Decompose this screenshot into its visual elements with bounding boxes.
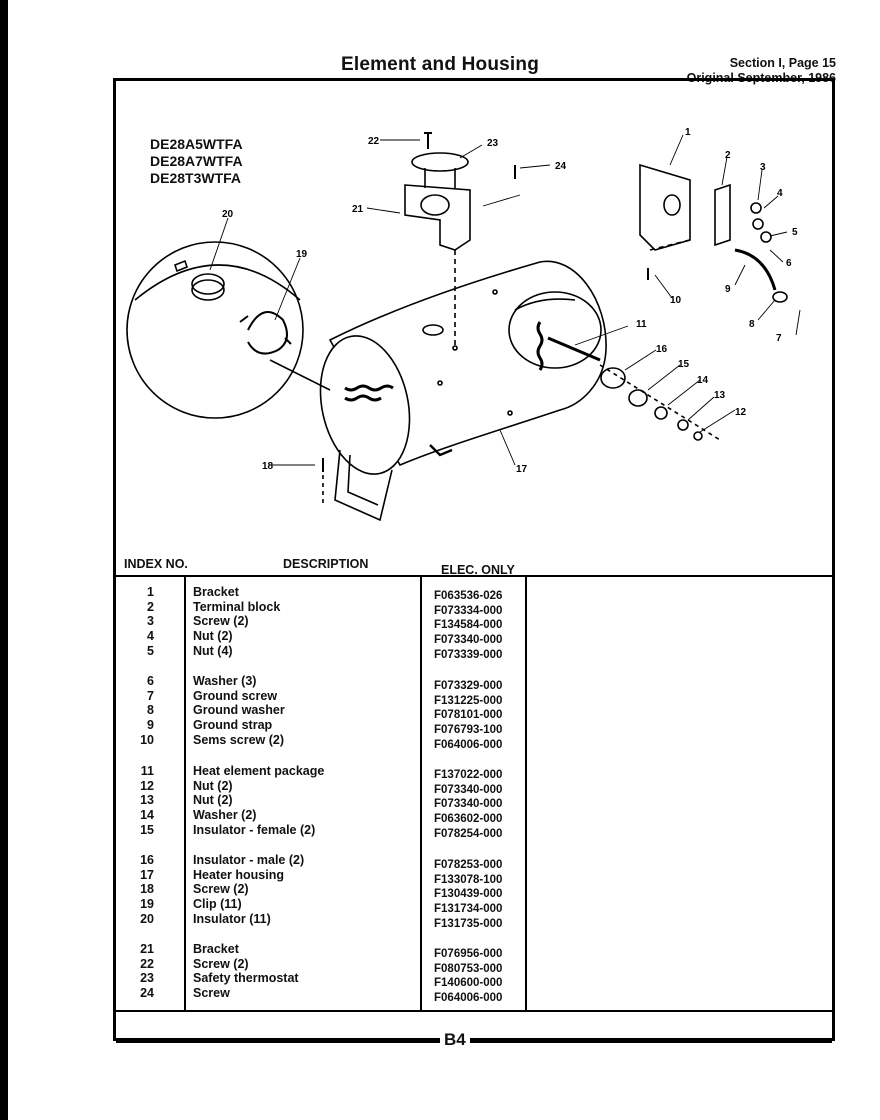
index-column	[110, 942, 154, 1001]
index-cell: 23	[140, 971, 154, 986]
page-title: Element and Housing	[340, 54, 540, 75]
section-date: Original September, 1986	[686, 71, 836, 85]
callout-24: 24	[555, 161, 567, 172]
part-code: F073340-000	[434, 783, 503, 796]
index-cell: 10	[140, 732, 154, 747]
part-code: F137022-000	[434, 769, 503, 781]
part-code: F131225-000	[434, 694, 503, 707]
index-cell: 11	[140, 764, 154, 778]
callout-20: 20	[222, 209, 234, 220]
callout-17: 17	[516, 464, 528, 475]
index-column	[110, 674, 154, 747]
index-column	[110, 853, 154, 926]
description-column	[193, 764, 324, 837]
index-cell: 24	[140, 986, 154, 1001]
index-column	[110, 764, 154, 837]
washer	[655, 407, 667, 419]
code-column	[434, 679, 502, 752]
description-cell: Nut (4)	[193, 643, 233, 658]
index-cell: 22	[140, 956, 154, 971]
callout-6: 6	[786, 258, 792, 269]
ground-strap	[735, 250, 775, 290]
description-column	[193, 585, 280, 658]
terminal-block	[715, 185, 730, 245]
description-cell: Screw (2)	[193, 614, 249, 629]
callout-3: 3	[760, 162, 766, 173]
callout-12: 12	[735, 407, 747, 418]
callout-9: 9	[725, 284, 731, 295]
description-column	[193, 942, 299, 1001]
part-code: F073339-000	[434, 648, 503, 661]
tank-end-cap	[308, 328, 421, 483]
part-code: F133078-100	[434, 873, 503, 886]
code-column	[434, 589, 502, 662]
description-cell: Washer (3)	[193, 674, 257, 688]
description-cell: Nut (2)	[193, 778, 233, 793]
part-code: F078101-000	[434, 709, 503, 722]
table-bottom-rule	[116, 1010, 832, 1012]
part-code: F078253-000	[434, 859, 503, 871]
index-cell: 17	[140, 867, 154, 882]
code-column	[434, 858, 502, 931]
callout-18: 18	[262, 461, 274, 472]
description-cell: Bracket	[193, 585, 239, 599]
index-cell: 18	[140, 882, 154, 897]
description-cell: Screw (2)	[193, 956, 249, 971]
code-column	[434, 947, 502, 1006]
part-code: F073340-000	[434, 634, 503, 647]
part-code: F064006-000	[434, 738, 503, 751]
tank-hole	[423, 325, 443, 335]
description-cell: Ground strap	[193, 718, 273, 733]
description-cell: Washer (2)	[193, 808, 257, 823]
index-cell: 15	[140, 822, 154, 837]
index-cell: 2	[147, 599, 154, 614]
page-number: B4	[440, 1030, 470, 1050]
part-code: F064006-000	[434, 992, 503, 1005]
part-code: F131734-000	[434, 903, 503, 916]
callout-21: 21	[352, 204, 364, 215]
part-code: F073334-000	[434, 604, 503, 617]
access-opening	[509, 292, 601, 368]
description-cell: Insulator - male (2)	[193, 853, 305, 867]
header-index: INDEX NO.	[124, 557, 188, 571]
index-cell: 4	[147, 629, 154, 644]
index-cell: 12	[140, 778, 154, 793]
insulator-male	[629, 390, 647, 406]
part-code: F076956-000	[434, 948, 503, 960]
description-cell: Insulator - female (2)	[193, 822, 316, 837]
callout-16: 16	[656, 344, 668, 355]
index-cell: 19	[140, 897, 154, 912]
code-column	[434, 768, 502, 841]
callout-7: 7	[776, 333, 782, 344]
scan-edge	[0, 0, 8, 1120]
index-column	[110, 585, 154, 658]
nut	[694, 432, 702, 440]
index-cell: 14	[140, 808, 154, 823]
description-cell: Safety thermostat	[193, 971, 299, 986]
index-cell: 6	[147, 674, 154, 688]
part-code: F063536-026	[434, 590, 503, 602]
description-cell: Nut (2)	[193, 793, 233, 808]
header-description: DESCRIPTION	[283, 557, 369, 571]
detail-inset	[127, 242, 303, 418]
callout-5: 5	[792, 227, 798, 238]
callout-14: 14	[697, 375, 709, 386]
index-cell: 20	[140, 911, 154, 926]
callout-22: 22	[368, 136, 380, 147]
index-cell: 8	[147, 703, 154, 718]
description-cell: Heat element package	[193, 764, 325, 778]
index-cell: 16	[140, 853, 154, 867]
model-number: DE28A5WTFA	[150, 136, 243, 152]
part-code: F073329-000	[434, 680, 503, 692]
callout-15: 15	[678, 359, 690, 370]
description-cell: Screw (2)	[193, 882, 249, 897]
part-code: F134584-000	[434, 619, 503, 632]
part-code: F073340-000	[434, 798, 503, 811]
callout-13: 13	[714, 390, 726, 401]
callout-2: 2	[725, 150, 731, 161]
callout-8: 8	[749, 319, 755, 330]
callout-10: 10	[670, 295, 682, 306]
column-rule	[184, 577, 186, 1010]
description-cell: Ground screw	[193, 688, 278, 703]
description-cell: Clip (11)	[193, 897, 242, 912]
description-column	[193, 674, 285, 747]
part-code: F080753-000	[434, 962, 503, 975]
index-cell: 1	[147, 585, 154, 599]
index-cell: 21	[140, 942, 154, 956]
description-cell: Screw	[193, 986, 230, 1001]
description-cell: Sems screw (2)	[193, 732, 285, 747]
part-code: F140600-000	[434, 977, 503, 990]
callout-19: 19	[296, 249, 308, 260]
index-cell: 9	[147, 718, 154, 733]
section-page: Section I, Page 15	[729, 56, 836, 70]
part-code: F076793-100	[434, 724, 503, 737]
index-cell: 13	[140, 793, 154, 808]
description-column	[193, 853, 304, 926]
index-cell: 3	[147, 614, 154, 629]
callout-4: 4	[777, 188, 783, 199]
column-rule	[420, 577, 422, 1010]
callout-1: 1	[685, 127, 691, 138]
callout-11: 11	[636, 319, 647, 330]
model-number: DE28T3WTFA	[150, 170, 242, 186]
model-number: DE28A7WTFA	[150, 153, 243, 169]
nut	[678, 420, 688, 430]
description-cell: Terminal block	[193, 599, 281, 614]
part-code: F063602-000	[434, 813, 503, 826]
header-code: ELEC. ONLY	[441, 563, 515, 577]
index-cell: 5	[147, 643, 154, 658]
exploded-parts-diagram	[113, 78, 835, 548]
description-cell: Nut (2)	[193, 629, 233, 644]
description-cell: Ground washer	[193, 703, 285, 718]
description-cell: Bracket	[193, 942, 239, 956]
part-code: F130439-000	[434, 888, 503, 901]
part-code: F131735-000	[434, 917, 503, 930]
footer-rule	[116, 1040, 832, 1043]
part-code: F078254-000	[434, 827, 503, 840]
index-cell: 7	[147, 688, 154, 703]
description-cell: Heater housing	[193, 867, 284, 882]
description-cell: Insulator (11)	[193, 911, 271, 926]
callout-23: 23	[487, 138, 499, 149]
column-rule	[525, 577, 527, 1010]
